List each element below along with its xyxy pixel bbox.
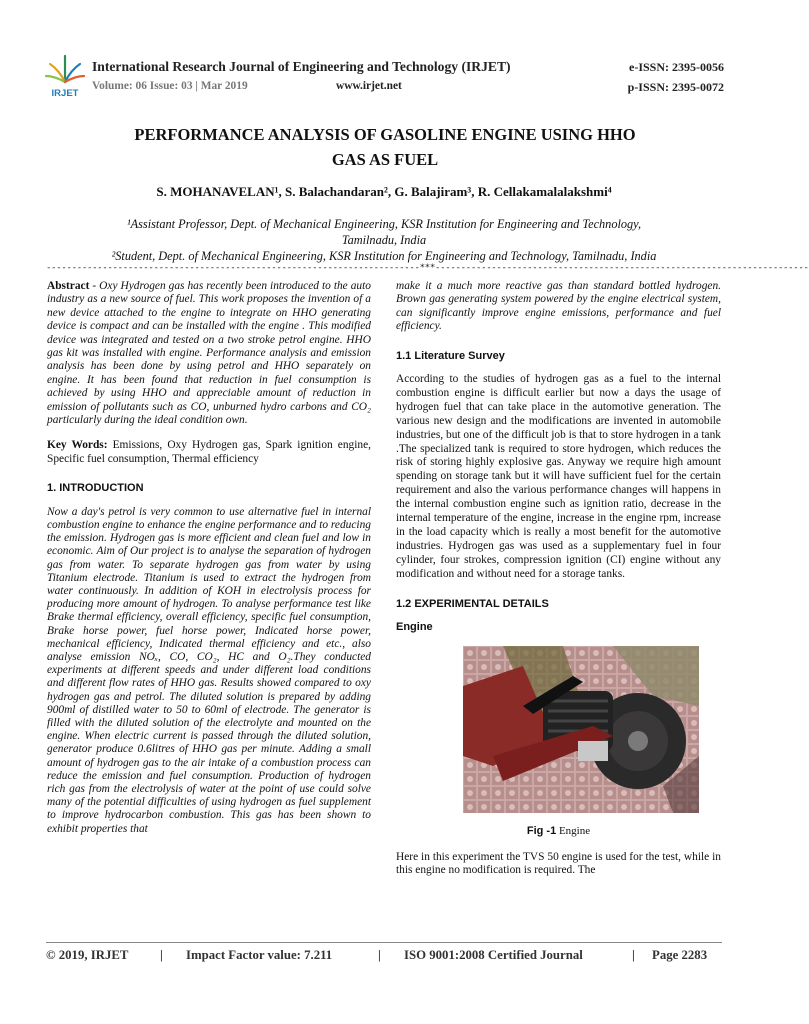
experimental-details-heading: 1.2 EXPERIMENTAL DETAILS [396,597,549,610]
footer-rule [46,942,722,943]
right-column [396,280,721,878]
engine-description: Here in this experiment the TVS 50 engine is used for the test, while in this engine no modification is required. The [396,850,721,877]
irjet-logo [44,52,86,98]
title-line-1: PERFORMANCE ANALYSIS OF GASOLINE ENGINE USING HHO [134,125,636,144]
introduction-heading: 1. INTRODUCTION [47,482,144,495]
continuation-text: make it a much more reactive gas than standard bottled hydrogen. Brown gas generating system powered by the engine electrical system, can significantly improve engine emissions, performance and fuel efficiency. [396,280,721,333]
journal-header [44,50,724,100]
affiliation-1-cont: Tamilnadu, India [341,233,427,247]
engine-photo [463,646,699,813]
figure-caption-text: Engine [556,825,591,838]
journal-website[interactable]: www.irjet.net [336,80,402,92]
title-line-2: GAS AS FUEL [331,150,439,169]
left-column [47,280,371,836]
logo-text: IRJET [51,88,79,99]
literature-survey-text: According to the studies of hydrogen gas as a fuel to the internal combustion engine is difficult earlier but now a days the usage of hydrogen fuel that can take place in the automotive generation. The various new design and the modifications are invented in automobile industries, but one of the difficult job is that to store hydrogen in a tank .The specialized tank is required to store hydrogen, which reduces the risk of storing highly explosive gas. Anyway we require high amount spending on storage tank but it will have sufficient fuel for the certain requirement and also the various performance changes will happens in the internal combustion engine such as ignition ratio, decrease in the internal temperature of the engine, increase in the engine rpm, increase in the load capacity which is really a most benefit for the automotive industries. Hydrogen gas was used as a supplementary fuel in four cylinder, four strokes, compression ignition (CI) engine without any modification and without need for a storage tanks. [396,373,721,580]
footer-copyright: © 2019, IRJET [46,948,129,962]
section-divider: -------------------------------------------------------------------------***------------------------------------------------------------------------- [46,263,809,273]
abstract [47,280,371,427]
footer-separator: | [632,948,635,962]
author-list: S. MOHANAVELAN¹, S. Balachandaran², G. Balajiram³, R. Cellakamalalakshmi⁴ [156,184,612,199]
keywords [47,439,371,466]
eissn: e-ISSN: 2395-0056 [629,60,724,74]
footer-impact-factor: Impact Factor value: 7.211 [186,948,333,962]
affiliations [40,216,728,264]
keywords-text: Emissions, Oxy Hydrogen gas, Spark ignition engine, Specific fuel consumption, Thermal efficiency [47,439,371,465]
journal-name: International Research Journal of Engineering and Technology (IRJET) [92,59,511,74]
figure-label: Fig -1 [526,825,557,838]
paper-title [60,122,710,172]
abstract-text: - Oxy Hydrogen gas has recently been introduced to the auto industry as a new source of fuel. This work proposes the invention of a new device attached to the engine to integrate on HHO generating device is compact and can be installed with the engine . This modified device was integrated and tested on a two stroke petrol engine. HHO gas kit was installed with engine. Performance analysis and emission analysis has been done by using petrol and HHO separately on engine. It has been found that reduction in fuel consumption is achieved by using HHO and appreciable amount of reduction in emission of pollutants such as CO, unburned hydro carbons and CO₂ particularly during the ideal condition own. [47,280,371,427]
abstract-label: Abstract [47,280,90,292]
figure-caption [396,825,721,838]
affiliation-1: ¹Assistant Professor, Dept. of Mechanical Engineering, KSR Institution for Engineering and Technology, [126,217,642,231]
footer-separator: | [160,948,163,962]
footer-page-number: Page 2283 [652,948,708,962]
pissn: p-ISSN: 2395-0072 [627,80,724,94]
introduction-text: Now a day's petrol is very common to use alternative fuel in internal combustion engine to enhance the engine performance and to reducing the emission. Hydrogen gas is more efficient and clean fuel and low in economic. Aim of Our project is to analyse the separation of hydrogen gas from water. To separate hydrogen gas from water by using Titanium electrode. Titanium is used to extract the hydrogen from water continuously. In addition of KOH in electrolysis process for producing more amount of hydrogen. To analyse performance test like Brake thermal efficiency, overall efficiency, specific fuel consumption, Brake horse power, fuel horse power, Indicated horse power, mechanical efficiency, Indicated thermal efficiency and etc., also analyse emission NOₓ, CO, CO₂, HC and O₂.They conducted experiments at different speeds and under different load conditions and different flow rates of HHO gas. Results showed compared to oxy hydrogen gas and petrol. The diluted solution is prepared by adding 900ml of distilled water to 50 to 60ml of electrode. The generator is filled with the diluted solution of the electrolyte and mounted on the engine. When electric current is passed through the diluted solution, generator produce 0.6litres of HHO gas per minute. Adding a small amount of hydrogen gas to the air intake of a combustion process can reduce the emission and fuel consumption. Production of hydrogen rich gas from the electrolysis of water at the point of use could solve many of the potential difficulties of using hydrogen as fuel supplement to improve hydrocarbon combustion. This gas has been shown to exhibit properties that [47,505,371,835]
engine-photo-image [463,646,699,813]
literature-survey-heading: 1.1 Literature Survey [396,349,505,362]
engine-heading: Engine [396,621,433,634]
footer-iso: ISO 9001:2008 Certified Journal [404,948,583,962]
affiliation-2: ²Student, Dept. of Mechanical Engineering, KSR Institution for Engineering and Technology, Tamilnadu, India [111,249,657,263]
volume-issue: Volume: 06 Issue: 03 | Mar 2019 [92,80,248,92]
footer-separator: | [378,948,381,962]
keywords-label: Key Words: [47,439,108,452]
